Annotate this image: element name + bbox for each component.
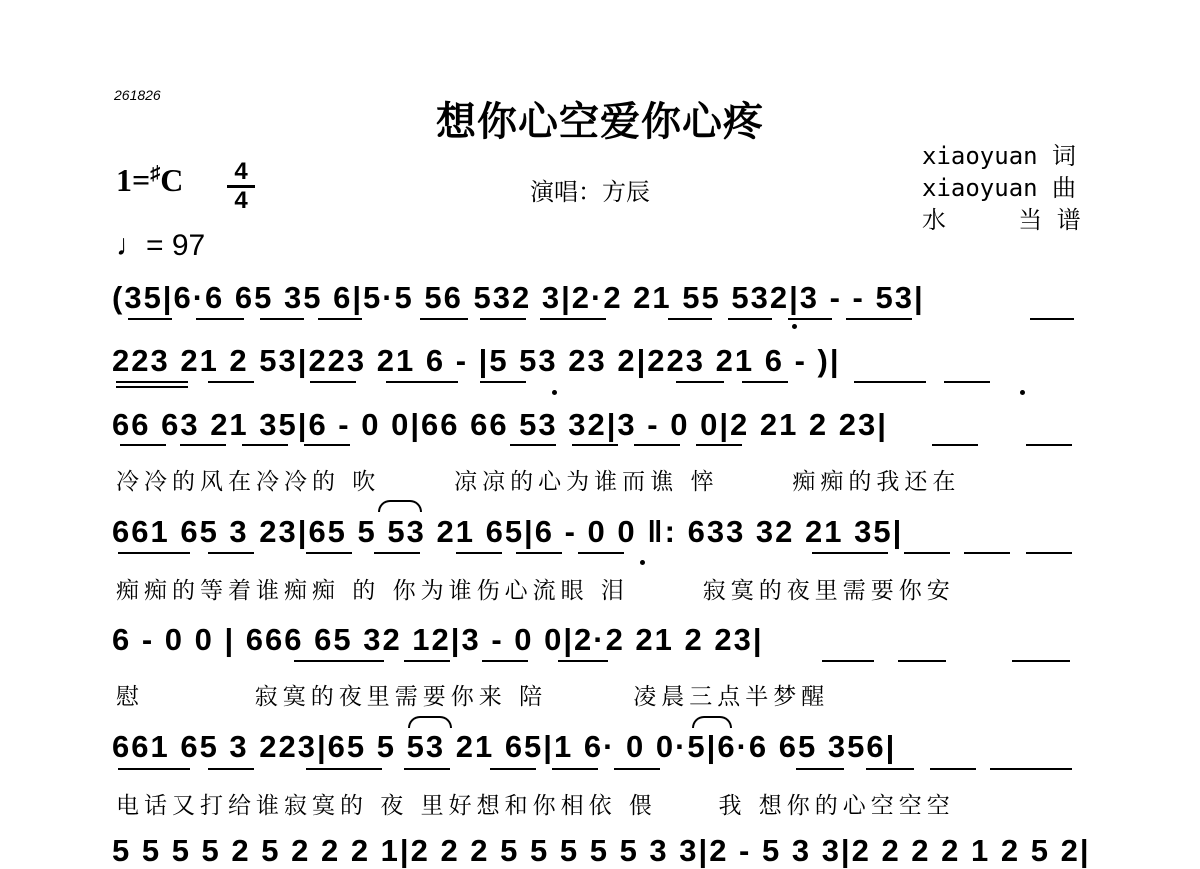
beam-line: [944, 381, 990, 383]
beam-line: [1030, 318, 1074, 320]
beam-line: [116, 381, 188, 383]
beam-line: [866, 768, 914, 770]
notation-line-6: 661 65 3 223|65 5 53 21 65|1 6· 0 0·5|6·6 65 356|: [112, 729, 897, 764]
beam-line: [668, 318, 712, 320]
beam-line: [552, 768, 598, 770]
beam-line: [796, 768, 844, 770]
tempo-mark: ♩= 97: [116, 229, 206, 262]
slur-mark: [378, 500, 422, 512]
notation-line-7: 5 5 5 5 2 5 2 2 2 1|2 2 2 5 5 5 5 5 3 3|2 - 5 3 3|2 2 2 2 1 2 5 2|: [112, 833, 1091, 868]
lyrics-line-4: 痴痴的等着谁痴痴 的 你为谁伤心流眼 泪 寂寞的夜里需要你安: [116, 578, 955, 604]
beam-line: [304, 444, 350, 446]
beam-line: [846, 318, 912, 320]
beam-line: [614, 768, 660, 770]
song-title: 想你心空爱你心疼: [436, 99, 764, 145]
score-id: 261826: [114, 87, 161, 103]
key-signature: [116, 162, 183, 199]
key-prefix: 1=: [116, 162, 151, 198]
beam-line: [456, 552, 502, 554]
beam-line: [822, 660, 874, 662]
beam-line: [128, 318, 172, 320]
beam-line: [510, 444, 556, 446]
octave-dot: [1020, 390, 1025, 395]
beam-line: [932, 444, 978, 446]
beam-line: [180, 444, 226, 446]
beam-line: [480, 381, 526, 383]
beam-line: [242, 444, 288, 446]
slur-mark: [408, 716, 452, 728]
beam-line: [208, 768, 254, 770]
beam-line: [118, 768, 190, 770]
beam-line: [116, 386, 188, 388]
notation-line-2: 223 21 2 53|223 21 6 - |5 53 23 2|223 21 6 - )|: [112, 343, 841, 378]
slur-mark: [692, 716, 732, 728]
beam-line: [318, 318, 362, 320]
beam-line: [904, 552, 950, 554]
beam-line: [1026, 444, 1072, 446]
transcriber-credit: 水 当 谱: [922, 206, 1081, 234]
key-letter: C: [160, 162, 184, 198]
lyrics-line-6: 电话又打给谁寂寞的 夜 里好想和你相依 偎 我 想你的心空空空: [116, 793, 955, 819]
lyrics-line-3: 冷冷的风在冷冷的 吹 凉凉的心为谁而谯 悴 痴痴的我还在: [116, 469, 961, 495]
time-signature-top: 4: [234, 158, 248, 185]
beam-line: [578, 552, 624, 554]
beam-line: [306, 552, 352, 554]
octave-dot: [792, 324, 797, 329]
composer-credit: xiaoyuan 曲: [922, 174, 1077, 202]
beam-line: [898, 660, 946, 662]
sharp-sign: ♯: [150, 162, 161, 185]
beam-line: [812, 552, 888, 554]
lyrics-line-5: 慰 寂寞的夜里需要你来 陪 凌晨三点半梦醒: [116, 684, 830, 710]
beam-line: [480, 318, 526, 320]
beam-line: [516, 552, 562, 554]
beam-line: [374, 552, 420, 554]
beam-line: [482, 660, 528, 662]
time-signature: [227, 160, 255, 213]
beam-line: [404, 768, 450, 770]
octave-dot: [552, 390, 557, 395]
beam-line: [294, 660, 384, 662]
beam-line: [854, 381, 926, 383]
beam-line: [386, 381, 458, 383]
beam-line: [420, 318, 468, 320]
beam-line: [490, 768, 536, 770]
time-signature-bottom: 4: [234, 187, 248, 214]
credits-block: [922, 140, 1081, 236]
beam-line: [676, 381, 724, 383]
octave-dot: [640, 560, 645, 565]
beam-line: [930, 768, 976, 770]
notation-line-3: 66 63 21 35|6 - 0 0|66 66 53 32|3 - 0 0|2 21 2 23|: [112, 407, 888, 442]
singer-credit: 演唱：方辰: [530, 178, 650, 206]
beam-line: [540, 318, 606, 320]
beam-line: [208, 381, 254, 383]
notation-line-4: 661 65 3 23|65 5 53 21 65|6 - 0 0 ‖: 633 32 21 35|: [112, 514, 904, 549]
beam-line: [260, 318, 304, 320]
beam-line: [634, 444, 680, 446]
beam-line: [120, 444, 166, 446]
beam-line: [196, 318, 244, 320]
beam-line: [558, 660, 608, 662]
beam-line: [208, 552, 254, 554]
beam-line: [1026, 552, 1072, 554]
beam-line: [310, 381, 356, 383]
beam-line: [990, 768, 1072, 770]
beam-line: [404, 660, 450, 662]
beam-line: [788, 318, 832, 320]
beam-line: [1012, 660, 1070, 662]
beam-line: [696, 444, 742, 446]
beam-line: [306, 768, 382, 770]
notation-line-1: (35|6·6 65 35 6|5·5 56 532 3|2·2 21 55 532|3 - - 53|: [112, 280, 925, 315]
beam-line: [742, 381, 788, 383]
notation-line-5: 6 - 0 0 | 666 65 32 12|3 - 0 0|2·2 21 2 23|: [112, 622, 764, 657]
beam-line: [118, 552, 190, 554]
beam-line: [572, 444, 618, 446]
beam-line: [964, 552, 1010, 554]
beam-line: [728, 318, 772, 320]
lyricist-credit: xiaoyuan 词: [922, 142, 1077, 170]
